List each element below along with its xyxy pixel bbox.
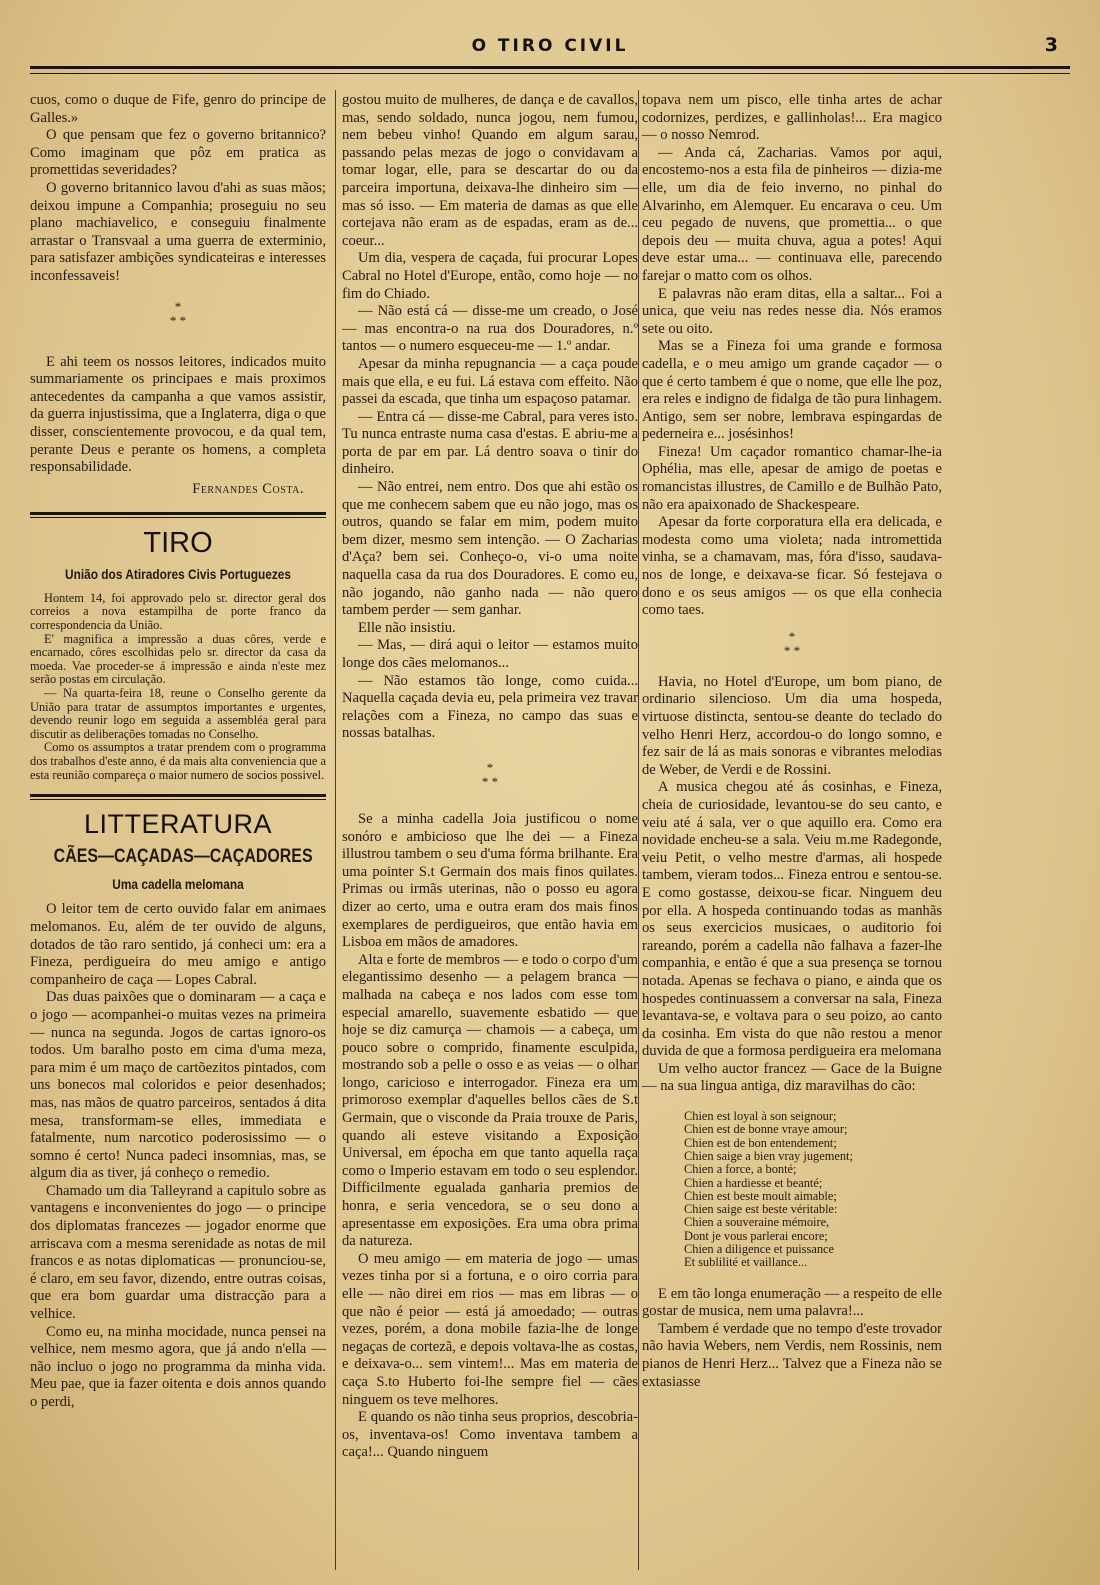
paragraph: — Anda cá, Zacharias. Vamos por aqui, encostemo-nos a esta fila de pinheiros — dizia-me elle, um dia de feio inverno, no pinhal do Alvarinho, em Alemquer. Eu encarava o ceu. Um ceu pegado de nuvens, que promettia... o que depois deu — muita chuva, agua a potes! Aqui deve estar uma... — continuava elle, parecendo farejar o matto com os olhos. <box>642 144 942 284</box>
poem-line: Chien est beste moult aimable; <box>684 1188 837 1203</box>
paragraph: O governo britannico lavou d'ahi as suas mãos; deixou impune a Companhia; proseguiu no seu plano machiavelico, e conseguiu finalmente arrastar o Transvaal a uma guerra de exterminio, para satisfazer ambições syndicateiras e interesses inconfessaveis! <box>30 179 326 284</box>
newspaper-title: O TIRO CIVIL <box>471 36 629 56</box>
poem-line: Chien est de bonne vraye amour; <box>684 1122 848 1137</box>
paragraph: gostou muito de mulheres, de dança e de cavallos, mas, sendo soldado, nunca jogou, nem fumou, nem bebeu vinho! Quando em algum sarau, passando pelas mezas de jogo o convidavam a tomar logar, elle, para se descartar do ou da parceira importuna, deixava-lhe dinheiro sim — mas só isso. — Em materia de damas as que elle cortejava não eram as de espadas, eram as de... coeur... <box>342 92 638 249</box>
paragraph: Como eu, na minha mocidade, nunca pensei na velhice, nem mesmo agora, que já ando n'ella — não incluo o jogo no programma da minha vida. Meu pae, que ia fazer oitenta e dois annos quando o perdi, <box>30 1323 326 1410</box>
author-signature: Fernandes Costa. <box>192 480 304 497</box>
section-rule <box>30 512 326 518</box>
news-paragraph: Como os assumptos a tratar prendem com o programma dos trabalhos d'este anno, é da mais alta conveniencia que a esta reunião compareça o maior numero de socios possivel. <box>30 740 326 782</box>
paragraph: — Mas, — dirá aqui o leitor — estamos muito longe dos cães melomanos... <box>342 637 638 671</box>
paragraph: E em tão longa enumeração — a respeito de elle gostar de musica, nem uma palavra!... <box>642 1285 942 1320</box>
poem-line: Chien a diligence et puissance <box>684 1242 835 1257</box>
paragraph: E ahi teem os nossos leitores, indicados muito summariamente os principaes e mais proximos antecedentes da campanha a que vamos assistir, da guerra injustissima, que a Inglaterra, diga o que disser, conscientemente provocou, e da qual tem, perante Deus e perante os homens, a completa responsabilidade. <box>30 353 326 476</box>
paragraph: O leitor tem de certo ouvido falar em animaes melomanos. Eu, além de ter ouvido de alguns, dotados de tão raro sentido, já conheci um: era a Fineza, perdigueira do meu amigo e antigo companheiro de caça — Lopes Cabral. <box>30 901 326 988</box>
header-rule-thin <box>30 73 1070 74</box>
poem-line: Dont je vous parlerai encore; <box>684 1228 828 1243</box>
paragraph: Tambem é verdade que no tempo d'este trovador não havia Webers, nem Verdis, nem Rossinis, nem pianos de Henri Herz... Talvez que a Fineza não se extasiasse <box>642 1320 942 1390</box>
french-poem <box>684 1110 942 1270</box>
paragraph: E quando os não tinha seus proprios, descobria-os, inventava-os! Como inventava tambem a caça!... Quando ninguem <box>342 1409 638 1461</box>
section-heading-tiro: TIRO <box>143 527 213 560</box>
poem-line: Chien a force, a bonté; <box>684 1162 797 1177</box>
paragraph: Das duas paixões que o dominaram — a caça e o jogo — acompanhei-o muitas vezes na primeira — nunca na segunda. Jogos de cartas ignoro-os todos. Um baralho posto em cima d'uma meza, para mim é um maço de cartõezitos pintados, com uns bonecos mal coloridos e peior desenhados; mas, nas mãos de quatro parceiros, sentados á dita mesa, transformam-se elles, immediata e fatalmente, num narcotico poderosissimo — o somno é certo! Nunca padeci insomnias, mas, se algum dia as tiver, já conheço o remedio. <box>30 989 326 1182</box>
page-header <box>30 36 1070 66</box>
column-1 <box>30 92 326 1412</box>
paragraph: E palavras não eram ditas, ella a saltar... Foi a unica, que veiu nas redes nesse dia. Nós eramos sete ou oito. <box>642 285 942 337</box>
poem-line: Chien a hardiesse et beanté; <box>684 1175 823 1190</box>
news-paragraph: E' magnifica a impressão a duas côres, verde e encarnado, côres escolhidas pelo sr. director da casa da moeda. Vae proceder-se á impressão e ainda n'este mez serão postas em circulação. <box>30 631 326 687</box>
news-paragraph: — Na quarta-feira 18, reune o Conselho gerente da União para tratar de assumptos importantes e urgentes, devendo reunir logo em seguida a assembléa geral para discutir as deliberações tomadas no Conselho. <box>30 686 326 741</box>
paragraph: Havia, no Hotel d'Europe, um bom piano, de ordinario silencioso. Um dia uma hospeda, virtuose distincta, sentou-se deante do teclado do velho Henri Herz, accordou-o do longo somno, e fez sair de lá as mais sonoras e vibrantes melodias de Weber, de Verdi e de Rossini. <box>642 673 942 778</box>
poem-line: Chien est de bon entendement; <box>684 1135 837 1150</box>
paragraph: Elle não insistiu. <box>358 619 456 636</box>
news-paragraph: Hontem 14, foi approvado pelo sr. director geral dos correios a nova estampilha de porte franco da correspondencia da União. <box>30 590 326 633</box>
article-heading: CÃES—CAÇADAS—CAÇADORES <box>53 846 313 868</box>
paragraph: O que pensam que fez o governo britannico? Como imaginam que pôz em pratica as promettidas severidades? <box>30 127 326 179</box>
poem-line: Chien est loyal à son seignour; <box>684 1109 837 1124</box>
paragraph: — Não entrei, nem entro. Dos que ahi estão os que me conhecem sabem que eu não jogo, mas os outros, quando se falar em mim, podem muito bem dizer, mesmo sem intenção. — O Zacharias d'Aça? bem sei. Conheço-o, vi-o uma noite naquella casa da rua dos Douradores. E como eu, não jogando, não ganho nada — não quero tambem perder — sem ganhar. <box>342 479 638 619</box>
poem-line: Chien saige est beste véritable: <box>684 1202 838 1217</box>
section-break-stars: * * * <box>169 298 187 328</box>
tiro-news <box>30 592 326 782</box>
poem-line: Et sublilité et vaillance... <box>684 1255 808 1270</box>
paragraph: — Não está cá — disse-me um creado, o José — mas encontra-o na rua dos Douradores, n.º tantos — o numero esqueceu-me — 1.º andar. <box>342 303 638 355</box>
section-break-stars: * * * <box>783 628 801 658</box>
tiro-subheading: União dos Atiradores Civis Portuguezes <box>65 567 291 583</box>
page-number: 3 <box>1044 34 1058 56</box>
paragraph: Fineza! Um caçador romantico chamar-lhe-ia Ophélia, mas elle, apesar de amigo de poetas e romancistas illustres, de Camillo e de Bulhão Pato, não era apaixonado de Shackespeare. <box>642 443 942 513</box>
paragraph: Um dia, vespera de caçada, fui procurar Lopes Cabral no Hotel d'Europe, então, como hoje — no fim do Chiado. <box>342 250 638 302</box>
article-title: Uma cadella melomana <box>112 876 244 892</box>
paragraph: topava nem um pisco, elle tinha artes de achar codornizes, perdizes, e gallinholas!... Era magico — o nosso Nemrod. <box>642 92 942 144</box>
section-rule <box>30 794 326 800</box>
paragraph: Alta e forte de membros — e todo o corpo d'um elegantissimo desenho — a pelagem branca — malhada na cabeça e nos lados com esse tom especial amarello, suavemente esbatido — que hoje se diz camurça — chamois — a cabeça, um pouco sobre o comprido, finamente esculpida, mostrando sob a pelle o osso e as veias — o olhar longo, caricioso e interrogador. Fineza era um primoroso exemplar d'aquelles bellos cães de S.t Germain, que o visconde da Praia trouxe de Paris, quando ali esteve visitando a Exposição Universal, em épocha em que tanto aquella raça como o Imperio estavam em todo o seu esplendor. Difficilmente egualada ganharia premios de honra, e seria vencedora, se o seu dono a apresentasse em exposições. Era uma obra prima da natureza. <box>342 951 638 1250</box>
paragraph: Chamado um dia Talleyrand a capitulo sobre as vantagens e inconvenientes do jogo — o principe dos diplomatas francezes — jogador enorme que arriscava com a mesma serenidade as notas de mil francos e as notas diplomaticas — pronunciou-se, é claro, em seu favor, dizendo, entre outras coisas, que era bom guardar uma distracção para a velhice. <box>30 1182 326 1323</box>
paragraph: — Entra cá — disse-me Cabral, para veres isto. Tu nunca entraste numa casa d'estas. E abriu-me a porta de par em par. Lá dentro soava o tinir do dinheiro. <box>342 408 638 478</box>
paragraph: Se a minha cadella Joia justificou o nome sonóro e ambicioso que lhe dei — a Fineza illustrou tambem o seu d'uma fórma brilhante. Era uma pointer S.t Germain dos mais finos quilates. Primas ou irmãs uterinas, não o posso eu agora dizer ao certo, uma e outra eram dos mais finos exemplares de perdigueiros, que então havia em Lisboa em mãos de amadores. <box>342 810 638 951</box>
paragraph: Apesar da minha repugnancia — a caça poude mais que ella, e eu fui. Lá estava com effeito. Não passei da escada, que tinha um espaçoso patamar. <box>342 355 638 408</box>
poem-line: Chien saige a bien vray jugement; <box>684 1148 853 1163</box>
column-3 <box>642 92 942 1391</box>
column-divider <box>335 90 336 1570</box>
paragraph: Mas se a Fineza foi uma grande e formosa cadella, e o meu amigo um grande caçador — o que é certo tambem é que o nome, que elle lhe poz, era reles e indigno de fidalga de tão pura linhagem. Antigo, sem ser nobre, lembrava espingardas de pederneira e... josésinhos! <box>642 338 942 443</box>
paragraph: — Não estamos tão longe, como cuida... Naquella caçada devia eu, pela primeira vez travar relações com a Fineza, no campo das suas e nossas batalhas. <box>342 672 638 742</box>
section-break-stars: * * * <box>481 759 499 789</box>
section-heading-litteratura: LITTERATURA <box>83 809 272 840</box>
paragraph: O meu amigo — em materia de jogo — umas vezes tinha por si a fortuna, e o oiro corria para elle — não direi em rios — mas em libras — o que não é peior — está já amoedado; — outras vezes, porém, a dona mobile fazia-lhe de longe negaças de cortezã, e depois voltava-lhe as costas, e deixava-o... sem vintem!... Mas em materia de caça S.to Huberto foi-lhe sempre fiel — cães ninguem os teve melhores. <box>342 1250 638 1408</box>
poem-line: Chien a souveraine mémoire, <box>684 1215 830 1230</box>
column-2 <box>342 92 638 1462</box>
paragraph: Um velho auctor francez — Gace de la Buigne — na sua lingua antiga, diz maravilhas do cão: <box>642 1060 942 1095</box>
paragraph: A musica chegou até ás cosinhas, e Fineza, cheia de curiosidade, levantou-se do seu canto, e veiu até á sala, ver o que aquillo era. Como era novidade encheu-se a sala. Veiu m.me Radegonde, veiu Petit, o velho mestre d'armas, ali hospede tambem, vieram todos... Fineza entrou e sentou-se. E como gostasse, deixou-se ficar. Ninguem deu por ella. A hospeda continuando todas as manhãs os seus exercicios musicaes, o auditorio foi rareando, porém a cadella não falhava a fazer-lhe companhia, e então é que a sua presença se tornou notada. Apenas se fechava o piano, e ainda que os hospedes continuassem a conversar na sala, Fineza levantava-se, e voltava para o seu poizo, ao canto da cosinha. Em vista do que não restou a menor duvida de que a formosa perdigueira era melomana <box>642 779 942 1060</box>
header-rule <box>30 66 1070 69</box>
paragraph: cuos, como o duque de Fife, genro do principe de Galles.» <box>30 92 326 126</box>
paragraph: Apesar da forte corporatura ella era delicada, e modesta como uma violeta; nada intromettida vinha, se a chamavam, mas, fóra d'isso, saudava-nos de longe, e deixava-se ficar. Só festejava o dono e os seus amigos — os que ella conhecia como taes. <box>642 514 942 619</box>
column-divider <box>638 90 639 1570</box>
